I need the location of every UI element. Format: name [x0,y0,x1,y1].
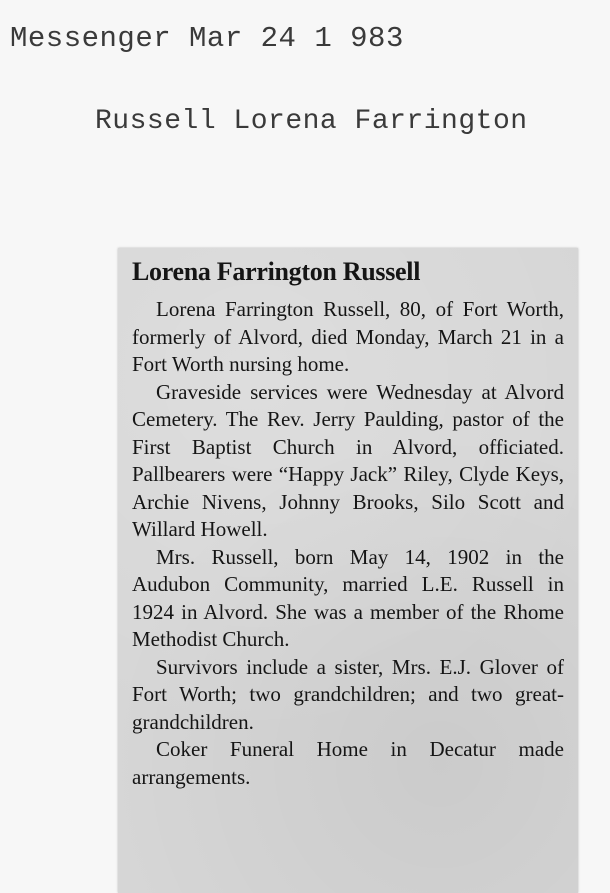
obituary-clipping [118,248,578,893]
typed-source-date: Messenger Mar 24 1 983 [10,22,404,55]
obituary-paragraph-death: Lorena Farrington Russell, 80, of Fort Worth, formerly of Alvord, died Monday, March 21 in a Fort Worth nursing home. [132,297,564,376]
obituary-paragraph-survivors: Survivors include a sister, Mrs. E.J. Glover of Fort Worth; two grandchildren; and two great-grandchildren. [132,654,564,734]
obituary-paragraph-biography: Mrs. Russell, born May 14, 1902 in the Audubon Community, married L.E. Russell in 1924 in Alvord. She was a member of the Rhome Methodist Church. [132,544,564,651]
obituary-paragraph-arrangements: Coker Funeral Home in Decatur made arrangements. [132,737,564,789]
obituary-body [132,296,564,791]
typed-subject-name: Russell Lorena Farrington [95,106,528,137]
obituary-paragraph-services: Graveside services were Wednesday at Alvord Cemetery. The Rev. Jerry Paulding, pastor of the First Baptist Church in Alvord, officiated. Pallbearers were “Happy Jack” Riley, Clyde Keys, Archie Nivens, Johnny Brooks, Silo Scott and Willard Howell. [132,379,564,541]
obituary-headline: Lorena Farrington Russell [132,257,421,286]
